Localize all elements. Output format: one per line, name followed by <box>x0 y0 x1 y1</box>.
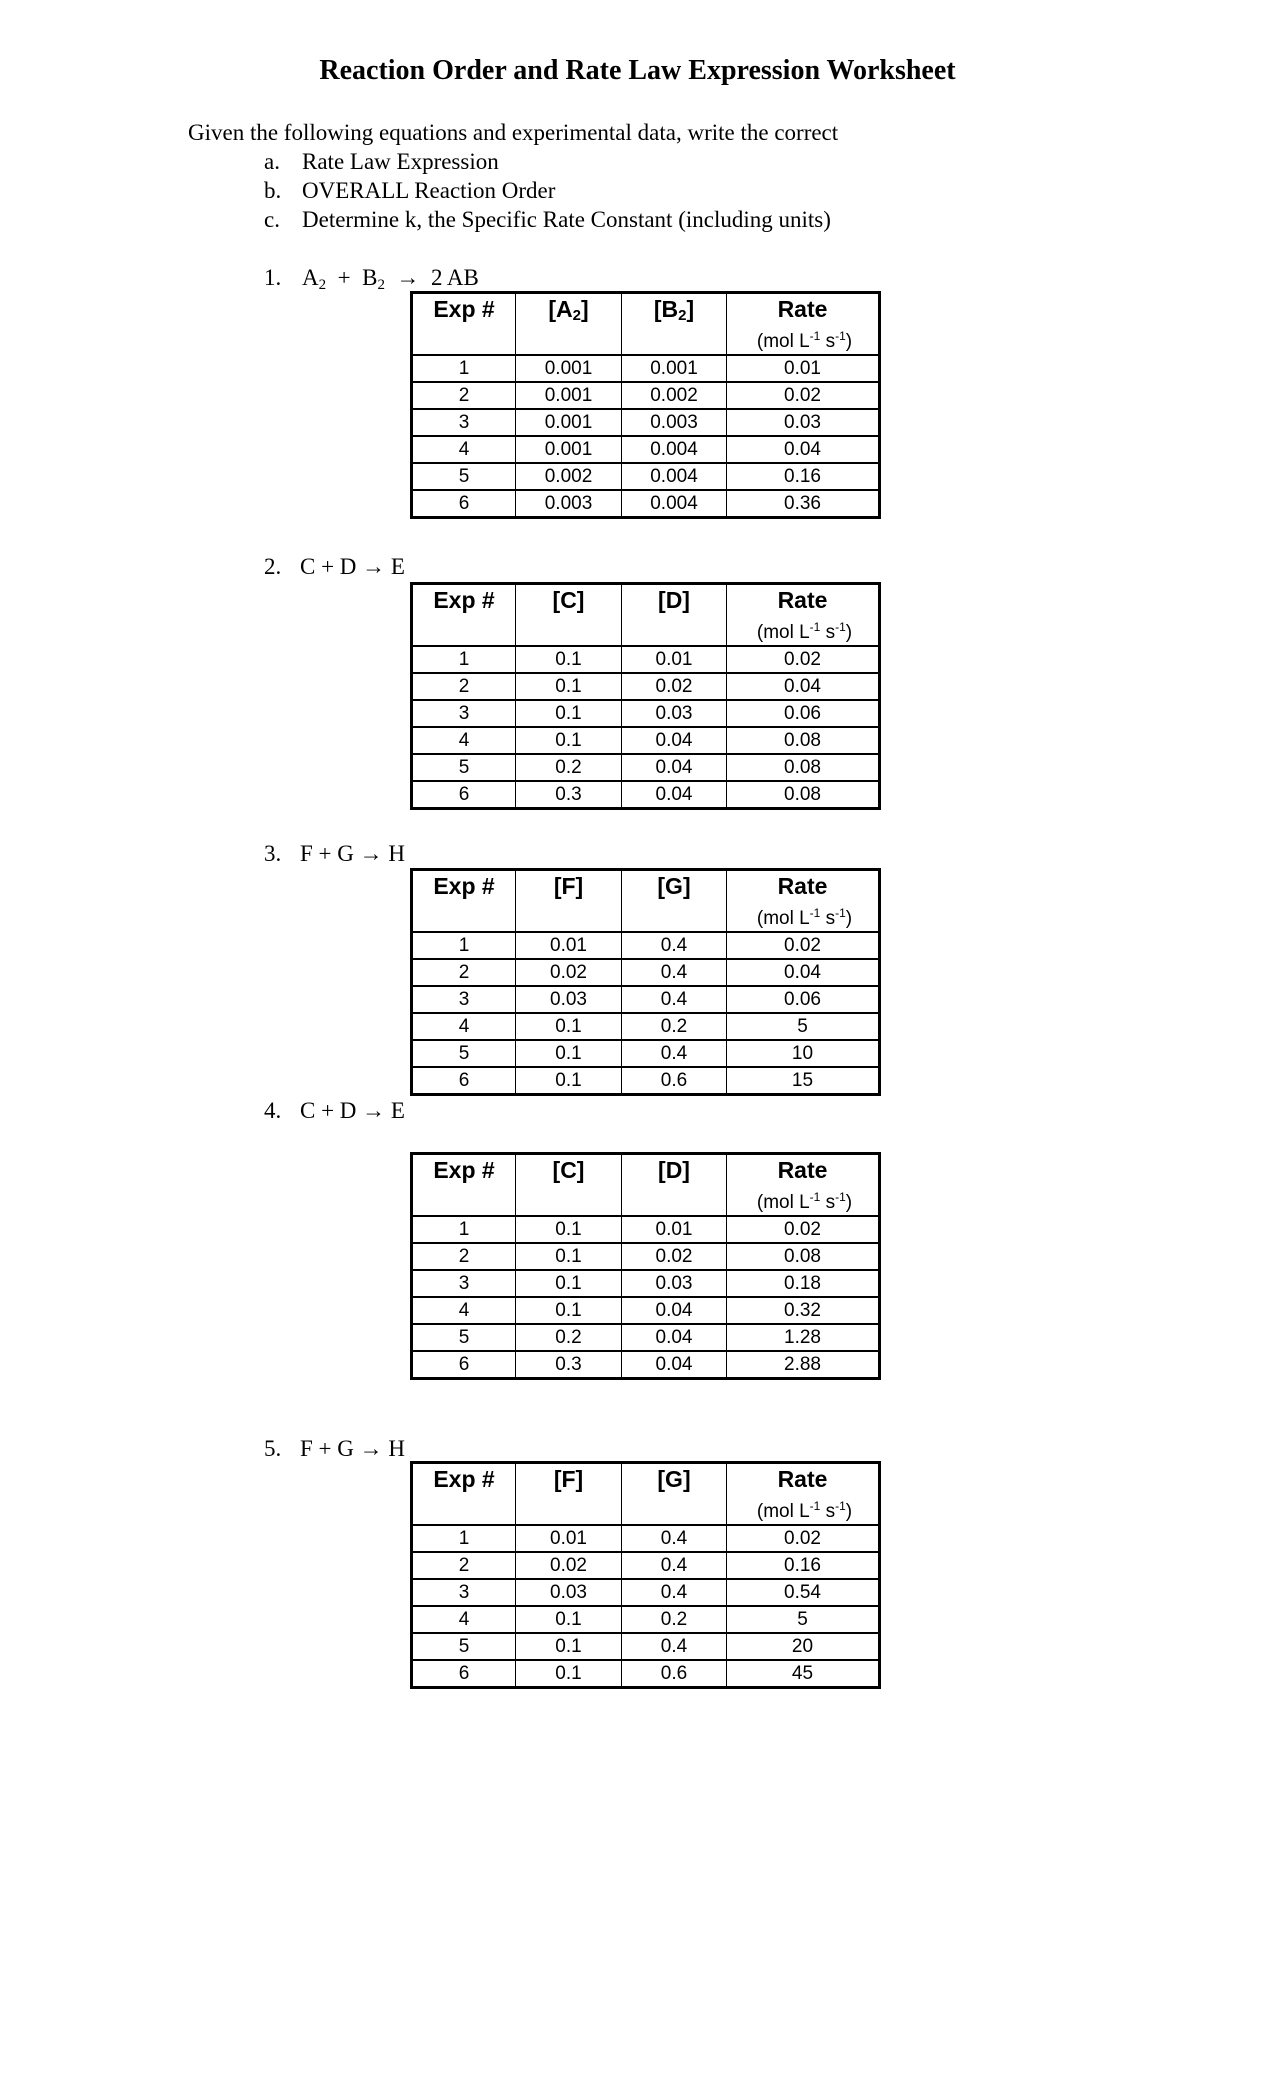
conc-1-cell: 0.01 <box>516 932 622 959</box>
exp-number-cell: 2 <box>412 1552 516 1579</box>
table-row <box>412 1243 880 1270</box>
reaction-equation: C + D → E <box>300 554 405 579</box>
problem-number: 1. <box>264 265 282 290</box>
rate-cell: 0.03 <box>727 409 880 436</box>
rate-cell: 1.28 <box>727 1324 880 1351</box>
problem-3-equation <box>264 840 405 868</box>
conc-1-cell: 0.2 <box>516 754 622 781</box>
reactant-b2: $B_2$ <box>362 265 385 293</box>
conc-1-cell: 0.02 <box>516 959 622 986</box>
rate-cell: 5 <box>727 1606 880 1633</box>
conc-2-cell: 0.04 <box>622 781 727 809</box>
table-body <box>412 932 880 1095</box>
table-row <box>412 727 880 754</box>
conc-1-cell: 0.1 <box>516 727 622 754</box>
rate-header: Rate (mol $L^{-1}$ $s^{-1}$) <box>727 293 880 356</box>
conc-f-header: [F] <box>516 870 622 933</box>
reaction-arrow: → <box>396 265 420 290</box>
exp-header: Exp # <box>412 870 516 933</box>
product: 2 AB <box>430 265 479 290</box>
conc-2-cell: 0.4 <box>622 1633 727 1660</box>
conc-1-cell: 0.002 <box>516 463 622 490</box>
instruction-item <box>264 176 831 205</box>
conc-2-cell: 0.02 <box>622 1243 727 1270</box>
rate-units: (mol $L^{-1}$ $s^{-1}$) <box>756 620 853 643</box>
instruction-marker: b. <box>264 178 282 203</box>
table-row <box>412 1324 880 1351</box>
conc-1-cell: 0.1 <box>516 700 622 727</box>
conc-2-cell: 0.4 <box>622 986 727 1013</box>
exp-number-cell: 3 <box>412 409 516 436</box>
conc-1-cell: 0.003 <box>516 490 622 518</box>
conc-2-cell: 0.6 <box>622 1660 727 1688</box>
table-row <box>412 1525 880 1552</box>
conc-2-cell: 0.03 <box>622 1270 727 1297</box>
conc-2-cell: 0.04 <box>622 1297 727 1324</box>
table-row <box>412 436 880 463</box>
conc-1-cell: 0.001 <box>516 355 622 382</box>
exp-number-cell: 3 <box>412 1579 516 1606</box>
problem-number: 5. <box>264 1436 282 1461</box>
table-body <box>412 355 880 518</box>
instruction-item <box>264 147 831 176</box>
conc-1-cell: 0.1 <box>516 1270 622 1297</box>
conc-1-cell: 0.3 <box>516 781 622 809</box>
conc-2-cell: 0.004 <box>622 463 727 490</box>
table-row <box>412 1297 880 1324</box>
exp-header: Exp # <box>412 1154 516 1217</box>
exp-number-cell: 4 <box>412 727 516 754</box>
instruction-marker: a. <box>264 149 280 174</box>
conc-d-header: [D] <box>622 1154 727 1217</box>
conc-1-cell: 0.01 <box>516 1525 622 1552</box>
exp-number-cell: 1 <box>412 1525 516 1552</box>
rate-cell: 0.01 <box>727 355 880 382</box>
conc-1-cell: 0.1 <box>516 1660 622 1688</box>
conc-c-header: [C] <box>516 1154 622 1217</box>
conc-1-cell: 0.1 <box>516 646 622 673</box>
conc-1-cell: 0.02 <box>516 1552 622 1579</box>
conc-1-cell: 0.1 <box>516 1243 622 1270</box>
conc-2-cell: 0.01 <box>622 646 727 673</box>
rate-header: Rate (mol $L^{-1}$ $s^{-1}$) <box>727 1463 880 1526</box>
exp-number-cell: 3 <box>412 1270 516 1297</box>
instruction-text: Determine k, the Specific Rate Constant (including units) <box>302 207 831 232</box>
rate-cell: 20 <box>727 1633 880 1660</box>
exp-number-cell: 4 <box>412 1013 516 1040</box>
table-header-row <box>412 1154 880 1217</box>
table-body <box>412 1525 880 1688</box>
exp-number-cell: 5 <box>412 754 516 781</box>
conc-2-cell: 0.04 <box>622 727 727 754</box>
conc-2-cell: 0.2 <box>622 1606 727 1633</box>
conc-2-cell: 0.2 <box>622 1013 727 1040</box>
conc-1-cell: 0.1 <box>516 1067 622 1095</box>
rate-cell: 0.16 <box>727 1552 880 1579</box>
exp-number-cell: 2 <box>412 959 516 986</box>
conc-a2-header: $[A_2]$ <box>516 293 622 356</box>
table-row <box>412 700 880 727</box>
conc-b2-header: $[B_2]$ <box>622 293 727 356</box>
rate-units: (mol $L^{-1}$ $s^{-1}$) <box>756 1499 853 1522</box>
rate-header: Rate (mol $L^{-1}$ $s^{-1}$) <box>727 1154 880 1217</box>
conc-2-cell: 0.03 <box>622 700 727 727</box>
table-row <box>412 409 880 436</box>
conc-1-cell: 0.1 <box>516 1297 622 1324</box>
rate-units: (mol $L^{-1}$ $s^{-1}$) <box>756 906 853 929</box>
table-row <box>412 382 880 409</box>
conc-2-cell: 0.4 <box>622 1552 727 1579</box>
exp-number-cell: 4 <box>412 1297 516 1324</box>
table-row <box>412 754 880 781</box>
rate-cell: 0.06 <box>727 986 880 1013</box>
conc-1-cell: 0.1 <box>516 1606 622 1633</box>
rate-header: Rate (mol $L^{-1}$ $s^{-1}$) <box>727 870 880 933</box>
rate-cell: 0.04 <box>727 959 880 986</box>
table-row <box>412 1040 880 1067</box>
rate-cell: 0.04 <box>727 673 880 700</box>
table-row <box>412 490 880 518</box>
exp-number-cell: 5 <box>412 463 516 490</box>
rate-cell: 0.02 <box>727 646 880 673</box>
exp-header: Exp # <box>412 1463 516 1526</box>
table-row <box>412 1067 880 1095</box>
table-row <box>412 781 880 809</box>
rate-cell: 0.02 <box>727 932 880 959</box>
rate-cell: 10 <box>727 1040 880 1067</box>
table-row <box>412 463 880 490</box>
exp-number-cell: 1 <box>412 355 516 382</box>
conc-2-cell: 0.4 <box>622 932 727 959</box>
exp-number-cell: 1 <box>412 646 516 673</box>
table-header-row <box>412 1463 880 1526</box>
rate-cell: 0.02 <box>727 1216 880 1243</box>
exp-number-cell: 3 <box>412 986 516 1013</box>
exp-number-cell: 6 <box>412 1067 516 1095</box>
conc-2-cell: 0.004 <box>622 436 727 463</box>
table-row <box>412 1013 880 1040</box>
exp-number-cell: 5 <box>412 1633 516 1660</box>
rate-cell: 0.54 <box>727 1579 880 1606</box>
rate-cell: 0.08 <box>727 1243 880 1270</box>
table-header-row <box>412 293 880 356</box>
table-row <box>412 1660 880 1688</box>
conc-f-header: [F] <box>516 1463 622 1526</box>
rate-cell: 45 <box>791 1663 814 1684</box>
reaction-equation: F + G → H <box>300 1436 405 1461</box>
table-row <box>412 355 880 382</box>
reaction-equation: C + D → E <box>300 1098 405 1123</box>
table-row <box>412 959 880 986</box>
conc-1-cell: 0.001 <box>516 436 622 463</box>
rate-cell: 0.36 <box>784 493 821 514</box>
exp-number-cell: 4 <box>412 436 516 463</box>
problem-number: 2. <box>264 554 282 579</box>
rate-cell: 0.08 <box>727 727 880 754</box>
exp-number-cell: 1 <box>412 932 516 959</box>
problem-2-equation <box>264 553 405 581</box>
exp-number-cell: 6 <box>412 1351 516 1379</box>
conc-2-cell: 0.4 <box>622 1579 727 1606</box>
conc-2-cell: 0.002 <box>622 382 727 409</box>
problem-5-table <box>410 1461 881 1689</box>
table-row <box>412 646 880 673</box>
exp-number-cell: 6 <box>412 490 516 518</box>
conc-2-cell: 0.4 <box>622 1040 727 1067</box>
problem-1-table <box>410 291 881 519</box>
table-row <box>412 1606 880 1633</box>
conc-2-cell: 0.6 <box>622 1067 727 1095</box>
conc-1-cell: 0.001 <box>516 382 622 409</box>
problem-3-table <box>410 868 881 1096</box>
conc-c-header: [C] <box>516 584 622 647</box>
exp-number-cell: 3 <box>412 700 516 727</box>
conc-1-cell: 0.001 <box>516 409 622 436</box>
rate-cell: 0.02 <box>727 1525 880 1552</box>
problem-5-equation <box>264 1435 405 1463</box>
rate-header: Rate (mol $L^{-1}$ $s^{-1}$) <box>727 584 880 647</box>
reaction-equation: F + G → H <box>300 841 405 866</box>
instruction-text: OVERALL Reaction Order <box>302 178 556 203</box>
table-row <box>412 1552 880 1579</box>
conc-1-cell: 0.1 <box>516 1216 622 1243</box>
conc-2-cell: 0.04 <box>622 1324 727 1351</box>
conc-2-cell: 0.02 <box>622 673 727 700</box>
exp-header: Exp # <box>412 584 516 647</box>
intro-text: Given the following equations and experimental data, write the correct <box>188 120 839 145</box>
conc-1-cell: 0.1 <box>516 1013 622 1040</box>
conc-2-cell: 0.003 <box>622 409 727 436</box>
problem-number: 4. <box>264 1098 282 1123</box>
exp-number-cell: 6 <box>412 781 516 809</box>
table-row <box>412 1270 880 1297</box>
rate-cell: 0.32 <box>727 1297 880 1324</box>
conc-2-cell: 0.01 <box>622 1216 727 1243</box>
conc-1-cell: 0.1 <box>516 1633 622 1660</box>
exp-number-cell: 2 <box>412 1243 516 1270</box>
rate-cell: 0.04 <box>727 436 880 463</box>
table-row <box>412 1579 880 1606</box>
table-body <box>412 646 880 809</box>
conc-2-cell: 0.4 <box>622 959 727 986</box>
conc-g-header: [G] <box>622 870 727 933</box>
conc-1-cell: 0.1 <box>516 673 622 700</box>
conc-1-cell: 0.3 <box>516 1351 622 1379</box>
table-row <box>412 673 880 700</box>
problem-number: 3. <box>264 841 282 866</box>
exp-number-cell: 4 <box>412 1606 516 1633</box>
instruction-item <box>264 205 831 234</box>
problem-2-table <box>410 582 881 810</box>
conc-d-header: [D] <box>622 584 727 647</box>
rate-cell: 0.02 <box>727 382 880 409</box>
problem-4-equation <box>264 1097 405 1125</box>
table-row <box>412 1633 880 1660</box>
exp-header: Exp # <box>412 293 516 356</box>
instruction-marker: c. <box>264 207 280 232</box>
instruction-text: Rate Law Expression <box>302 149 499 174</box>
exp-number-cell: 5 <box>412 1324 516 1351</box>
rate-cell: 0.08 <box>727 754 880 781</box>
exp-number-cell: 6 <box>412 1660 516 1688</box>
reactant-a2: $A_2$ <box>302 265 327 293</box>
rate-units: (mol $L^{-1}$ $s^{-1}$) <box>756 329 853 352</box>
table-row <box>412 986 880 1013</box>
table-row <box>412 1351 880 1379</box>
table-header-row <box>412 584 880 647</box>
conc-2-cell: 0.001 <box>622 355 727 382</box>
exp-number-cell: 2 <box>412 673 516 700</box>
rate-units: (mol $L^{-1}$ $s^{-1}$) <box>756 1190 853 1213</box>
conc-1-cell: 0.2 <box>516 1324 622 1351</box>
conc-1-cell: 0.03 <box>516 986 622 1013</box>
rate-cell: 5 <box>727 1013 880 1040</box>
worksheet-title: Reaction Order and Rate Law Expression Worksheet <box>319 55 956 86</box>
problem-4-table <box>410 1152 881 1380</box>
table-header-row <box>412 870 880 933</box>
rate-cell: 0.18 <box>727 1270 880 1297</box>
table-row <box>412 1216 880 1243</box>
conc-2-cell: 0.04 <box>622 1351 727 1379</box>
rate-cell: 0.06 <box>727 700 880 727</box>
rate-cell: 2.88 <box>784 1354 821 1375</box>
plus-sign: + <box>337 265 351 290</box>
rate-cell: 0.16 <box>727 463 880 490</box>
conc-2-cell: 0.004 <box>622 490 727 518</box>
conc-g-header: [G] <box>622 1463 727 1526</box>
instruction-list <box>264 147 831 234</box>
exp-number-cell: 1 <box>412 1216 516 1243</box>
conc-1-cell: 0.1 <box>516 1040 622 1067</box>
conc-2-cell: 0.04 <box>622 754 727 781</box>
exp-number-cell: 5 <box>412 1040 516 1067</box>
conc-2-cell: 0.4 <box>622 1525 727 1552</box>
conc-1-cell: 0.03 <box>516 1579 622 1606</box>
rate-cell: 0.08 <box>784 784 821 805</box>
table-row <box>412 932 880 959</box>
exp-number-cell: 2 <box>412 382 516 409</box>
table-body <box>412 1216 880 1379</box>
rate-cell: 15 <box>791 1070 814 1091</box>
